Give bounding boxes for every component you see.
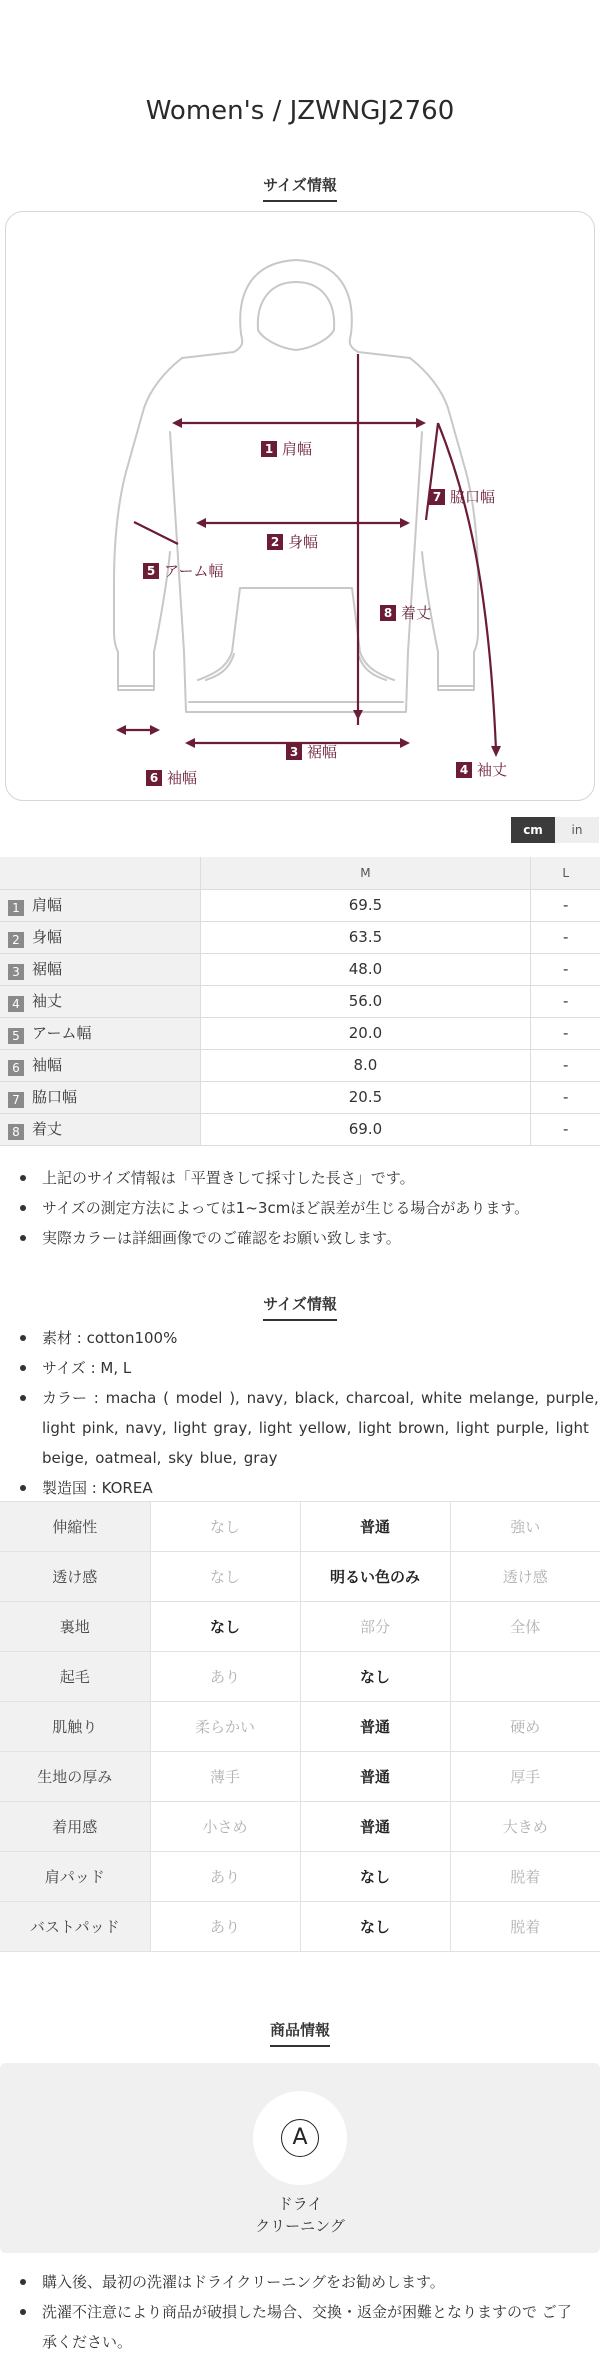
fabric-attribute-row (0, 1852, 600, 1902)
attribute-label: 肩パッド (0, 1852, 150, 1902)
size-table-row (0, 1081, 600, 1113)
attribute-label: 起毛 (0, 1652, 150, 1702)
size-row-label (0, 953, 200, 985)
size-row-label (0, 1049, 200, 1081)
size-l-value: - (531, 1017, 600, 1049)
attribute-option: 小さめ (150, 1802, 300, 1852)
fabric-attribute-row (0, 1802, 600, 1852)
size-l-value: - (531, 921, 600, 953)
attribute-option: 薄手 (150, 1752, 300, 1802)
size-l-value: - (531, 889, 600, 921)
attribute-label: 生地の厚み (0, 1752, 150, 1802)
diagram-label-1: 1 肩幅 (261, 438, 312, 459)
diagram-label-6: 6 袖幅 (146, 767, 197, 788)
size-m-value: 69.0 (200, 1113, 531, 1145)
size-row-number: 6 (8, 1060, 24, 1076)
attribute-option: なし (300, 1652, 450, 1702)
attribute-option: 普通 (300, 1752, 450, 1802)
product-section-title: 商品情報 (270, 2019, 330, 2047)
hoodie-illustration (6, 212, 596, 802)
dry-clean-icon: A (281, 2119, 319, 2157)
unit-toggle (511, 817, 599, 843)
care-notes-list (0, 2267, 600, 2357)
attribute-option: 厚手 (450, 1752, 600, 1802)
size-row-name: 裾幅 (32, 960, 63, 978)
measurement-diagram (5, 211, 595, 801)
product-section-heading (0, 2019, 600, 2047)
attribute-label: 伸縮性 (0, 1502, 150, 1552)
unit-cm-button[interactable]: cm (511, 817, 555, 843)
attribute-option: なし (150, 1552, 300, 1602)
attribute-option: 柔らかい (150, 1702, 300, 1752)
dry-clean-badge (253, 2091, 347, 2185)
size-section-title: サイズ情報 (263, 174, 337, 202)
size-table-row (0, 953, 600, 985)
attribute-label: 着用感 (0, 1802, 150, 1852)
attribute-option: 普通 (300, 1502, 450, 1552)
size-note-item: 実際カラーは詳細画像でのご確認をお願い致します。 (0, 1223, 600, 1253)
care-note-item: 購入後、最初の洗濯はドライクリーニングをお勧めします。 (0, 2267, 600, 2297)
attribute-option: 硬め (450, 1702, 600, 1752)
size-row-name: 着丈 (32, 1120, 63, 1138)
size-notes-list (0, 1163, 600, 1253)
size-table-header-m: M (200, 857, 531, 889)
size-row-number: 5 (8, 1028, 24, 1044)
attribute-label: 肌触り (0, 1702, 150, 1752)
fabric-attribute-row (0, 1502, 600, 1552)
care-label (0, 2193, 600, 2237)
size-table-header-l: L (531, 857, 600, 889)
size-l-value: - (531, 953, 600, 985)
size-table-header (0, 857, 600, 889)
diagram-label-8: 8 着丈 (380, 602, 431, 623)
material-section-heading (0, 1293, 600, 1321)
size-row-label (0, 985, 200, 1017)
size-table-row (0, 889, 600, 921)
attribute-option: 強い (450, 1502, 600, 1552)
size-l-value: - (531, 985, 600, 1017)
fabric-attribute-row (0, 1752, 600, 1802)
size-m-value: 69.5 (200, 889, 531, 921)
care-note-item: 洗濯不注意により商品が破損した場合、交換・返金が困難となりますので ご了承ください。 (0, 2297, 600, 2357)
size-section-heading (0, 174, 600, 202)
size-m-value: 20.5 (200, 1081, 531, 1113)
attribute-option: なし (150, 1502, 300, 1552)
size-note-item: サイズの測定方法によっては1~3cmほど誤差が生じる場合があります。 (0, 1193, 600, 1223)
size-row-label (0, 1113, 200, 1145)
material-info-item: カラー : macha ( model ), navy, black, charcoal, white melange, purple, light pink, navy, light gray, light yellow, light brown, light purple, light beige, oatmeal, sky blue, gray (0, 1383, 600, 1473)
fabric-attribute-row (0, 1902, 600, 1952)
fabric-attribute-table (0, 1501, 600, 1952)
attribute-option (450, 1652, 600, 1702)
size-row-name: 肩幅 (32, 896, 63, 914)
size-row-number: 8 (8, 1124, 24, 1140)
attribute-option: 透け感 (450, 1552, 600, 1602)
diagram-label-5: 5 アーム幅 (143, 560, 224, 581)
size-row-name: 袖幅 (32, 1056, 63, 1074)
page-title: Women's / JZWNGJ2760 (145, 96, 455, 126)
care-label-line1: ドライ (277, 2195, 323, 2213)
size-row-number: 1 (8, 900, 24, 916)
unit-in-button[interactable]: in (555, 817, 599, 843)
size-row-label (0, 1081, 200, 1113)
attribute-option: 脱着 (450, 1902, 600, 1952)
size-row-name: 袖丈 (32, 992, 63, 1010)
attribute-option: なし (300, 1902, 450, 1952)
attribute-option: 全体 (450, 1602, 600, 1652)
size-m-value: 56.0 (200, 985, 531, 1017)
size-m-value: 20.0 (200, 1017, 531, 1049)
size-row-name: アーム幅 (32, 1024, 92, 1042)
fabric-attribute-row (0, 1602, 600, 1652)
attribute-option: 普通 (300, 1702, 450, 1752)
size-m-value: 8.0 (200, 1049, 531, 1081)
attribute-option: 脱着 (450, 1852, 600, 1902)
diagram-label-4: 4 袖丈 (456, 759, 507, 780)
attribute-option: なし (150, 1602, 300, 1652)
diagram-label-7: 7 脇口幅 (429, 486, 495, 507)
size-row-label (0, 921, 200, 953)
size-table (0, 857, 600, 1146)
material-section-title: サイズ情報 (263, 1293, 337, 1321)
attribute-option: 部分 (300, 1602, 450, 1652)
attribute-option: 明るい色のみ (300, 1552, 450, 1602)
material-info-item: サイズ : M, L (0, 1353, 600, 1383)
size-table-row (0, 1017, 600, 1049)
attribute-label: 透け感 (0, 1552, 150, 1602)
size-table-row (0, 921, 600, 953)
size-table-row (0, 985, 600, 1017)
attribute-option: 大きめ (450, 1802, 600, 1852)
material-info-item: 製造国 : KOREA (0, 1473, 600, 1503)
fabric-attribute-row (0, 1552, 600, 1602)
size-row-label (0, 1017, 200, 1049)
size-row-number: 4 (8, 996, 24, 1012)
size-table-row (0, 1049, 600, 1081)
size-row-number: 7 (8, 1092, 24, 1108)
attribute-option: なし (300, 1852, 450, 1902)
fabric-attribute-row (0, 1702, 600, 1752)
size-row-number: 2 (8, 932, 24, 948)
attribute-label: バストパッド (0, 1902, 150, 1952)
attribute-option: あり (150, 1902, 300, 1952)
size-table-row (0, 1113, 600, 1145)
size-l-value: - (531, 1081, 600, 1113)
size-table-header-label (0, 857, 200, 889)
diagram-label-2: 2 身幅 (267, 531, 318, 552)
attribute-option: あり (150, 1652, 300, 1702)
size-note-item: 上記のサイズ情報は「平置きして採寸した長さ」です。 (0, 1163, 600, 1193)
attribute-label: 裏地 (0, 1602, 150, 1652)
attribute-option: 普通 (300, 1802, 450, 1852)
care-instructions-box (0, 2063, 600, 2253)
size-m-value: 48.0 (200, 953, 531, 985)
material-info-item: 素材 : cotton100% (0, 1323, 600, 1353)
diagram-label-3: 3 裾幅 (286, 741, 337, 762)
fabric-attribute-row (0, 1652, 600, 1702)
care-label-line2: クリーニング (255, 2217, 345, 2235)
size-row-name: 身幅 (32, 928, 63, 946)
size-row-number: 3 (8, 964, 24, 980)
size-m-value: 63.5 (200, 921, 531, 953)
size-l-value: - (531, 1113, 600, 1145)
size-row-name: 脇口幅 (32, 1088, 78, 1106)
size-l-value: - (531, 1049, 600, 1081)
size-row-label (0, 889, 200, 921)
material-info-list (0, 1323, 600, 1503)
attribute-option: あり (150, 1852, 300, 1902)
